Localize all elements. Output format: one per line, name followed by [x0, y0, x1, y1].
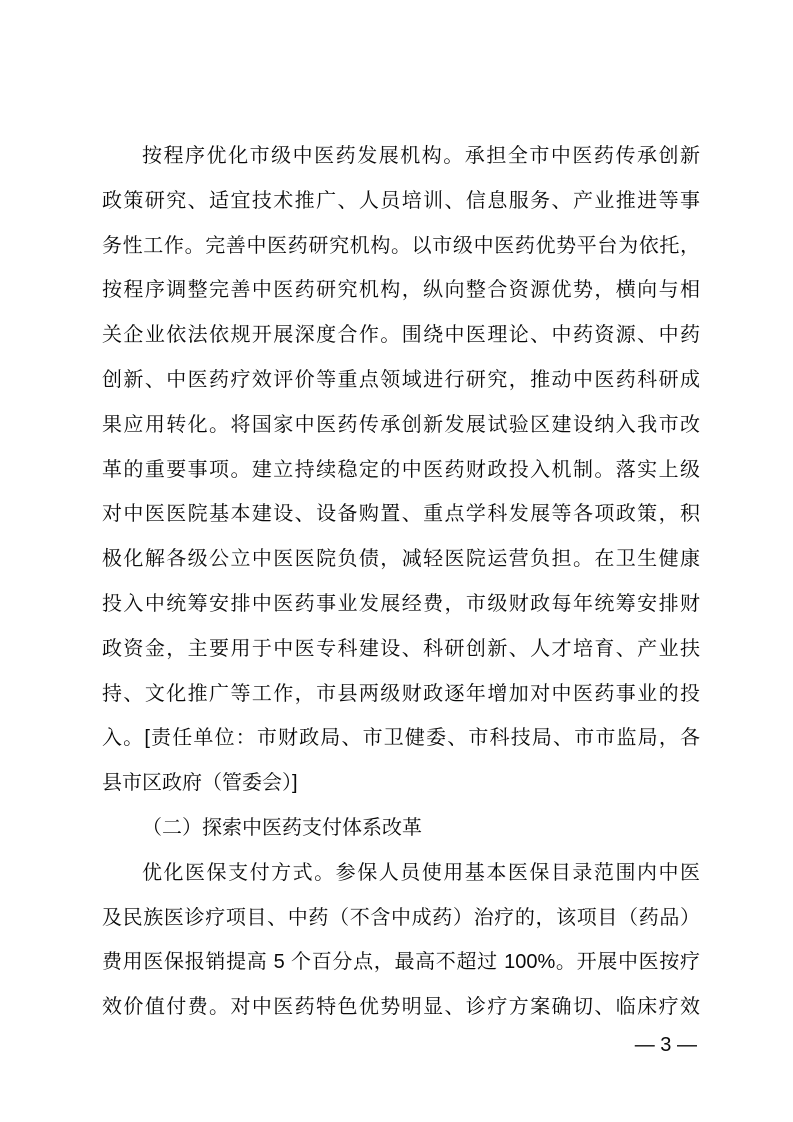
text-line: 费用医保报销提高 5 个百分点，最高不超过 100%。开展中医按疗 [102, 951, 700, 974]
paragraph-2 [102, 851, 700, 1030]
page-number: — 3 — [634, 1034, 697, 1056]
text-line: 创新、中医药疗效评价等重点领域进行研究，推动中医药科研成 [102, 368, 700, 391]
section-heading-line: （二）探索中医药支付体系改革 [142, 816, 422, 839]
text-line: 政策研究、适宜技术推广、人员培训、信息服务、产业推进等事 [102, 189, 700, 212]
text-line: 入。[责任单位：市财政局、市卫健委、市科技局、市市监局，各 [102, 727, 700, 750]
text-line: 及民族医诊疗项目、中药（不含中成药）治疗的，该项目（药品） [102, 906, 700, 929]
text-line: 极化解各级公立中医医院负债，减轻医院运营负担。在卫生健康 [102, 548, 700, 571]
text-line: 关企业依法依规开展深度合作。围绕中医理论、中药资源、中药 [102, 324, 700, 347]
text-line: 县市区政府（管委会）] [102, 772, 298, 795]
text-line: 政资金，主要用于中医专科建设、科研创新、人才培育、产业扶 [102, 637, 700, 660]
text-line: 按程序优化市级中医药发展机构。承担全市中医药传承创新 [142, 145, 700, 167]
text-line: 革的重要事项。建立持续稳定的中医药财政投入机制。落实上级 [102, 458, 700, 481]
text-line: 投入中统筹安排中医药事业发展经费，市级财政每年统筹安排财 [102, 592, 700, 615]
text-line: 持、文化推广等工作，市县两级财政逐年增加对中医药事业的投 [102, 682, 700, 705]
text-line: 果应用转化。将国家中医药传承创新发展试验区建设纳入我市改 [102, 413, 700, 436]
section-heading-paragraph [102, 806, 700, 851]
text-line: 对中医医院基本建设、设备购置、重点学科发展等各项政策，积 [102, 503, 700, 526]
text-line: 优化医保支付方式。参保人员使用基本医保目录范围内中医 [142, 861, 700, 884]
text-line: 务性工作。完善中医药研究机构。以市级中医药优势平台为依托， [102, 234, 700, 257]
text-line: 效价值付费。对中医药特色优势明显、诊疗方案确切、临床疗效 [102, 996, 700, 1019]
document-body [102, 134, 700, 1030]
text-line: 按程序调整完善中医药研究机构，纵向整合资源优势，横向与相 [102, 279, 700, 302]
paragraph-1 [102, 134, 700, 806]
